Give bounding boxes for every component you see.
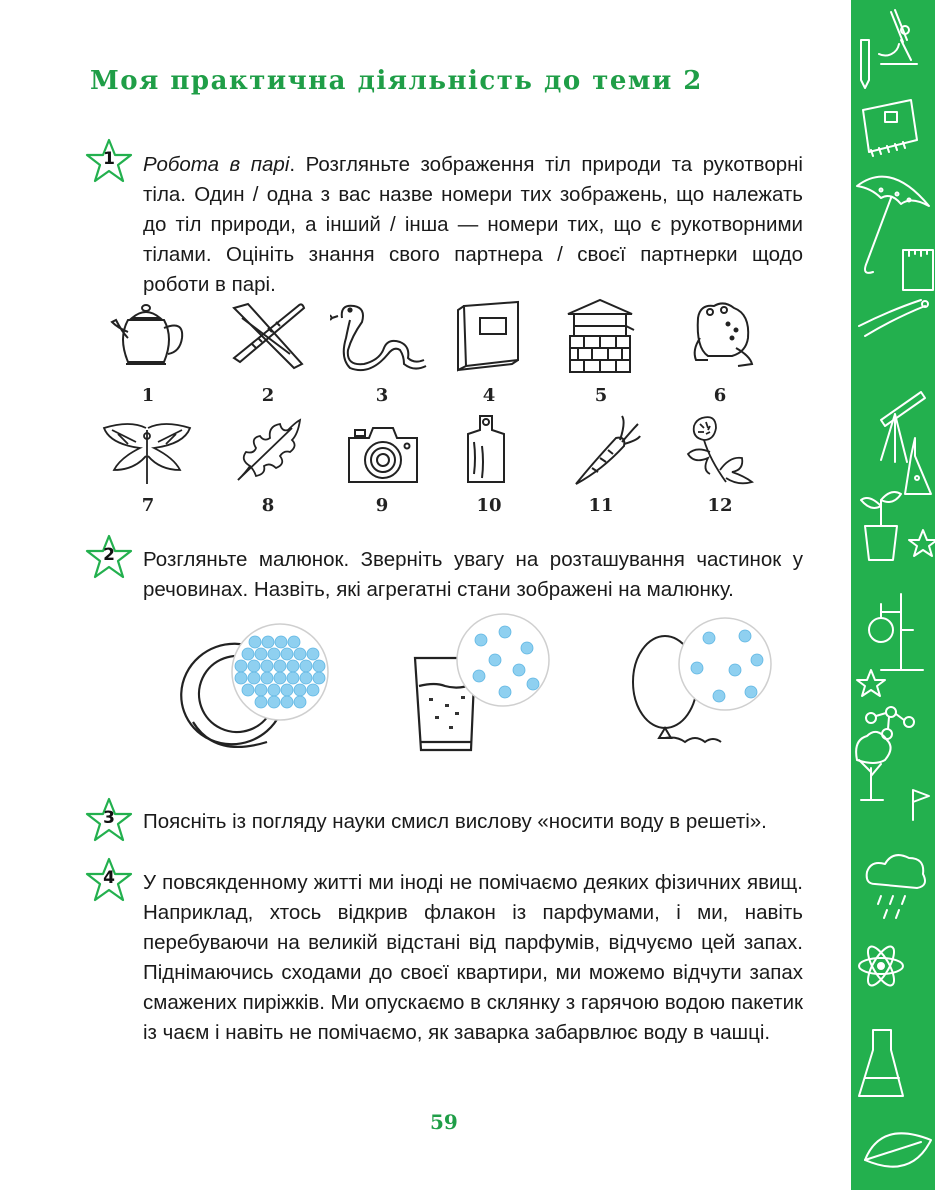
picture-label: 1 <box>141 385 155 406</box>
picture-cutting-board <box>462 412 512 491</box>
flask-icon <box>905 438 931 494</box>
teapot-icon <box>108 298 188 373</box>
star-icon <box>909 530 935 556</box>
umbrella-icon <box>857 177 929 273</box>
decorative-sidebar <box>851 0 935 1190</box>
picture-airplane <box>228 298 308 377</box>
picture-carrot <box>572 414 642 493</box>
cutting-board-icon <box>462 412 512 487</box>
task-3-text: Поясніть із погляду науки смисл вислову «носити воду в решеті». <box>143 810 767 833</box>
carrot-icon <box>572 414 642 489</box>
balloon-gas-particles-icon <box>625 612 785 762</box>
task-number-badge <box>84 137 134 187</box>
frog-icon <box>688 298 758 373</box>
picture-book <box>452 298 527 377</box>
picture-teapot <box>108 298 188 377</box>
picture-label: 7 <box>141 495 155 516</box>
page-number: 59 <box>430 1110 458 1134</box>
picture-label: 12 <box>707 495 733 516</box>
task-4-text: У повсякденному житті ми іноді не помічаємо деяких фізичних явищ. Наприклад, хтось відкрив флакон із парфумами, і ми, навіть перебуваючи на великій відстані від парфумів, відчуємо цей запах. Піднімаючись сходами до своєї квартири, ми можемо відчути запах смажених пиріжків. Ми опускаємо в склянку з гарячою водою пакетик із чаєм і навіть не помічаємо, як заварка забарвлює воду в чашці. <box>143 871 803 1044</box>
task-number-badge <box>84 796 134 846</box>
notebook-icon <box>863 100 917 156</box>
picture-label: 2 <box>261 385 275 406</box>
picture-moth <box>100 418 194 492</box>
picture-clover <box>680 412 760 491</box>
task-number: 3 <box>103 808 115 828</box>
lab-stand-icon <box>869 594 923 670</box>
star-outline-icon <box>857 670 885 696</box>
task-number: 1 <box>103 149 115 169</box>
task-number: 4 <box>103 868 115 888</box>
picture-snake <box>330 298 430 377</box>
picture-label: 4 <box>482 385 496 406</box>
gas-state-illustration <box>625 612 785 766</box>
oak-leaf-icon <box>232 416 304 486</box>
clover-icon <box>680 412 760 487</box>
task-number-badge <box>84 856 134 906</box>
pencil-icon <box>861 40 869 88</box>
beaker-icon <box>859 1030 903 1096</box>
task-number: 2 <box>103 545 115 565</box>
picture-camera <box>343 418 423 492</box>
picture-label: 5 <box>594 385 608 406</box>
task-1-body: . Розгляньте зображення тіл природи та рукотворні тіла. Один / одна з вас назве номери тих зображень, що належать до тіл природи, а інший / інша — номери тих, що є рукотворними тілами. Оцініть знання свого партнера / своєї партнерки щодо роботи в парі. <box>143 153 803 296</box>
well-icon <box>560 296 640 376</box>
picture-label: 11 <box>588 495 614 516</box>
task-number-badge <box>84 533 134 583</box>
picture-label: 10 <box>476 495 502 516</box>
glass-liquid-particles-icon <box>405 608 565 758</box>
picture-label: 6 <box>713 385 727 406</box>
molecule-icon <box>866 707 914 739</box>
airplane-icon <box>228 298 308 373</box>
page-title: Моя практична діяльність до теми 2 <box>90 66 703 96</box>
flag-icon <box>913 790 929 820</box>
picture-label: 9 <box>375 495 389 516</box>
sprout-pot-icon <box>861 492 901 560</box>
picture-label: 8 <box>261 495 275 516</box>
atom-icon <box>859 943 903 989</box>
picture-well <box>560 296 640 380</box>
task-2-text: Розгляньте малюнок. Зверніть увагу на розташування частинок у речовинах. Назвіть, які агрегатні стани зображені на малюнку. <box>143 548 803 601</box>
tree-icon <box>856 732 890 800</box>
picture-oak-leaf <box>232 416 304 490</box>
task-1-text <box>143 150 803 300</box>
ring-solid-particles-icon <box>175 612 335 762</box>
camera-icon <box>343 418 423 488</box>
comet-icon <box>859 300 928 336</box>
solid-state-illustration <box>175 612 335 766</box>
book-icon <box>452 298 527 373</box>
moth-icon <box>100 418 194 488</box>
picture-label: 3 <box>375 385 389 406</box>
microscope-icon <box>879 10 917 64</box>
task-1-intro: Робота в парі <box>143 153 290 176</box>
ruler-icon <box>903 250 933 290</box>
liquid-state-illustration <box>405 608 565 762</box>
leaf-icon <box>865 1133 931 1166</box>
picture-frog <box>688 298 758 377</box>
snake-icon <box>330 298 430 373</box>
telescope-icon <box>881 392 925 462</box>
cloud-rain-icon <box>867 855 925 918</box>
